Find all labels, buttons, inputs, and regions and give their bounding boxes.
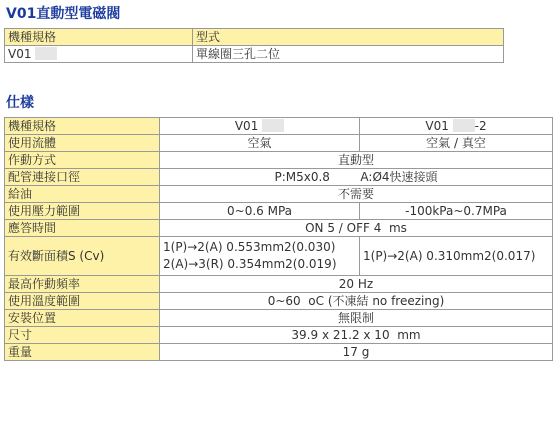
weight-value: 17 g	[160, 344, 553, 361]
model-v1-prefix: V01	[234, 119, 259, 133]
fluid-v1: 空氣	[160, 135, 360, 152]
table-row	[5, 203, 553, 220]
table-row	[5, 293, 553, 310]
row-label: 尺寸	[5, 327, 160, 344]
model-v2-suffix: -2	[474, 119, 487, 133]
table-row	[5, 169, 553, 186]
row-label: 給油	[5, 186, 160, 203]
action-value: 直動型	[160, 152, 553, 169]
table-row	[5, 237, 553, 276]
row-label: 安裝位置	[5, 310, 160, 327]
freq-value: 20 Hz	[160, 276, 553, 293]
pressure-v1: 0~0.6 MPa	[160, 203, 360, 220]
cs-area-v1	[160, 237, 360, 276]
table-row	[5, 310, 553, 327]
model-v2	[360, 118, 553, 135]
row-label: 使用流體	[5, 135, 160, 152]
spec-heading: 仕樣	[6, 95, 34, 111]
header-model: 機種規格	[5, 29, 193, 46]
cs-area-v2: 1(P)→2(A) 0.310mm2(0.017)	[360, 237, 553, 276]
table-row	[5, 29, 504, 46]
table-row	[5, 46, 504, 63]
table-row	[5, 152, 553, 169]
cs-area-v1-line1: 1(P)→2(A) 0.553mm2(0.030)	[163, 240, 336, 254]
port-value: P:M5x0.8 A:Ø4快速接頭	[160, 169, 553, 186]
model-v2-prefix: V01	[425, 119, 449, 133]
model-code-placeholder	[262, 119, 284, 132]
model-cell	[5, 46, 193, 63]
model-table	[4, 28, 504, 63]
spec-table	[4, 117, 553, 361]
response-value: ON 5 / OFF 4 ms	[160, 220, 553, 237]
mount-value: 無限制	[160, 310, 553, 327]
row-label: 有效斷面積S (Cv)	[5, 237, 160, 276]
table-row	[5, 276, 553, 293]
model-value: V01	[8, 47, 32, 61]
row-label: 使用溫度範圍	[5, 293, 160, 310]
model-v1	[160, 118, 360, 135]
row-label: 使用壓力範圍	[5, 203, 160, 220]
row-label: 機種規格	[5, 118, 160, 135]
table-row	[5, 118, 553, 135]
cs-area-v1-line2: 2(A)→3(R) 0.354mm2(0.019)	[163, 257, 337, 271]
temp-value: 0~60 oC (不凍結 no freezing)	[160, 293, 553, 310]
page-title: V01直動型電磁閥	[6, 6, 121, 22]
fluid-v2: 空氣 / 真空	[360, 135, 553, 152]
table-row	[5, 186, 553, 203]
model-code-placeholder	[453, 119, 475, 132]
lube-value: 不需要	[160, 186, 553, 203]
model-code-placeholder	[35, 47, 57, 60]
type-value: 單線圈三孔二位	[193, 46, 504, 63]
table-row	[5, 327, 553, 344]
row-label: 應答時間	[5, 220, 160, 237]
pressure-v2: -100kPa~0.7MPa	[360, 203, 553, 220]
row-label: 重量	[5, 344, 160, 361]
table-row	[5, 344, 553, 361]
row-label: 配管連接口徑	[5, 169, 160, 186]
table-row	[5, 220, 553, 237]
table-row	[5, 135, 553, 152]
row-label: 最高作動頻率	[5, 276, 160, 293]
header-type: 型式	[193, 29, 504, 46]
size-value: 39.9 x 21.2 x 10 mm	[160, 327, 553, 344]
row-label: 作動方式	[5, 152, 160, 169]
